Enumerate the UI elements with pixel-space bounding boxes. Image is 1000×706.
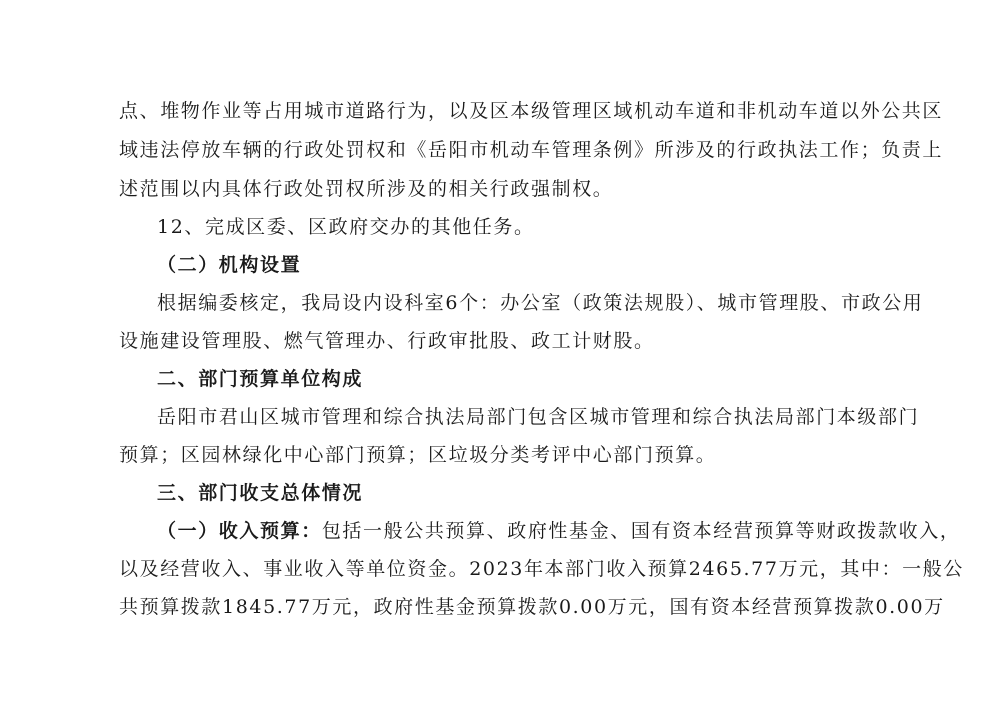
income-budget-label: （一）收入预算： [157, 520, 322, 542]
list-item-12: 12、完成区委、区政府交办的其他任务。 [157, 216, 535, 238]
section-heading-budget-units: 二、部门预算单位构成 [157, 368, 364, 390]
paragraph-line-9: 岳阳市君山区城市管理和综合执法局部门包含区城市管理和综合执法局部门本级部门 [157, 406, 920, 428]
paragraph-line-6: 根据编委核定，我局设内设科室6个：办公室（政策法规股）、城市管理股、市政公用 [157, 292, 924, 314]
section-heading-revenue-expenditure: 三、部门收支总体情况 [157, 482, 364, 504]
section-heading-institution-setup: （二）机构设置 [157, 254, 302, 276]
paragraph-line-10: 预算；区园林绿化中心部门预算；区垃圾分类考评中心部门预算。 [119, 444, 717, 466]
paragraph-line-14: 共预算拨款1845.77万元，政府性基金预算拨款0.00万元，国有资本经营预算拨款0.00万 [119, 596, 945, 618]
paragraph-line-7: 设施建设管理股、燃气管理办、行政审批股、政工计财股。 [119, 330, 655, 352]
paragraph-line-13: 以及经营收入、事业收入等单位资金。2023年本部门收入预算2465.77万元，其中：一般公 [119, 558, 964, 580]
paragraph-line-1: 点、堆物作业等占用城市道路行为，以及区本级管理区域机动车道和非机动车道以外公共区 [119, 100, 944, 122]
paragraph-line-2: 域违法停放车辆的行政处罚权和《岳阳市机动车管理条例》所涉及的行政执法工作；负责上 [119, 139, 944, 161]
paragraph-line-12 [157, 516, 961, 546]
income-budget-text: 包括一般公共预算、政府性基金、国有资本经营预算等财政拨款收入， [321, 520, 961, 542]
paragraph-line-3: 述范围以内具体行政处罚权所涉及的相关行政强制权。 [119, 178, 614, 200]
